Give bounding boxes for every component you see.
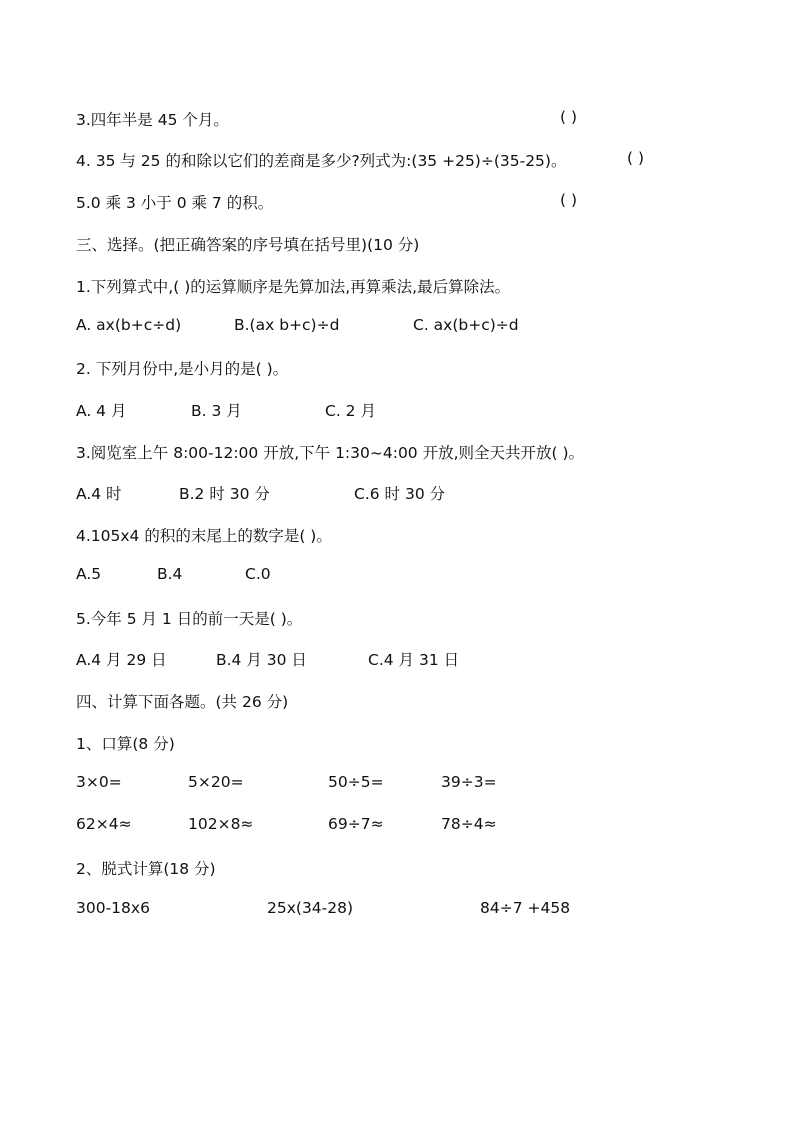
section-3-title: 三、选择。(把正确答案的序号填在括号里)(10 分) <box>76 236 420 254</box>
choice-options-2 <box>0 399 794 421</box>
judgment-3-answer-bracket[interactable]: ( ) <box>560 108 578 126</box>
judgment-4: 4. 35 与 25 的和除以它们的差商是多少?列式为:(35 +25)÷(35-25)。 <box>76 152 567 170</box>
option-a[interactable]: A.5 <box>76 565 102 583</box>
judgment-3: 3.四年半是 45 个月。 <box>76 111 229 129</box>
choice-question-1: 1.下列算式中,( )的运算顺序是先算加法,再算乘法,最后算除法。 <box>76 278 511 296</box>
choice-question-3: 3.阅览室上午 8:00-12:00 开放,下午 1:30~4:00 开放,则全天共开放( )。 <box>76 444 585 462</box>
oral-calc-row-1 <box>0 773 794 795</box>
option-b[interactable]: B.4 <box>157 565 183 583</box>
choice-question-2: 2. 下列月份中,是小月的是( )。 <box>76 360 289 378</box>
oral-calc-title: 1、口算(8 分) <box>76 735 175 753</box>
option-b[interactable]: B. 3 月 <box>191 402 242 420</box>
choice-options-1 <box>0 316 794 338</box>
option-c[interactable]: C.4 月 31 日 <box>368 651 460 669</box>
oral-item: 39÷3= <box>441 773 497 791</box>
option-c[interactable]: C. ax(b+c)÷d <box>413 316 519 334</box>
judgment-4-answer-bracket[interactable]: ( ) <box>627 149 645 167</box>
judgment-5: 5.0 乘 3 小于 0 乘 7 的积。 <box>76 194 274 212</box>
oral-item: 5×20= <box>188 773 244 791</box>
option-c[interactable]: C.6 时 30 分 <box>354 485 446 503</box>
choice-options-3 <box>0 482 794 504</box>
oral-item: 62×4≈ <box>76 815 132 833</box>
oral-item: 50÷5= <box>328 773 384 791</box>
option-a[interactable]: A. ax(b+c÷d) <box>76 316 182 334</box>
choice-options-5 <box>0 648 794 670</box>
choice-question-5: 5.今年 5 月 1 日的前一天是( )。 <box>76 610 303 628</box>
option-a[interactable]: A. 4 月 <box>76 402 127 420</box>
option-b[interactable]: B.4 月 30 日 <box>216 651 307 669</box>
stepwise-item: 84÷7 +458 <box>480 899 571 917</box>
judgment-5-answer-bracket[interactable]: ( ) <box>560 191 578 209</box>
option-c[interactable]: C.0 <box>245 565 271 583</box>
oral-item: 78÷4≈ <box>441 815 497 833</box>
option-c[interactable]: C. 2 月 <box>325 402 376 420</box>
stepwise-calc-title: 2、脱式计算(18 分) <box>76 860 216 878</box>
oral-item: 102×8≈ <box>188 815 254 833</box>
stepwise-calc-row <box>0 899 794 921</box>
choice-question-4: 4.105x4 的积的末尾上的数字是( )。 <box>76 527 332 545</box>
section-4-title: 四、计算下面各题。(共 26 分) <box>76 693 289 711</box>
option-a[interactable]: A.4 时 <box>76 485 122 503</box>
oral-item: 69÷7≈ <box>328 815 384 833</box>
stepwise-item: 25x(34-28) <box>267 899 354 917</box>
oral-calc-row-2 <box>0 815 794 837</box>
oral-item: 3×0= <box>76 773 122 791</box>
option-b[interactable]: B.2 时 30 分 <box>179 485 270 503</box>
choice-options-4 <box>0 565 794 587</box>
stepwise-item: 300-18x6 <box>76 899 150 917</box>
option-a[interactable]: A.4 月 29 日 <box>76 651 167 669</box>
option-b[interactable]: B.(ax b+c)÷d <box>234 316 340 334</box>
